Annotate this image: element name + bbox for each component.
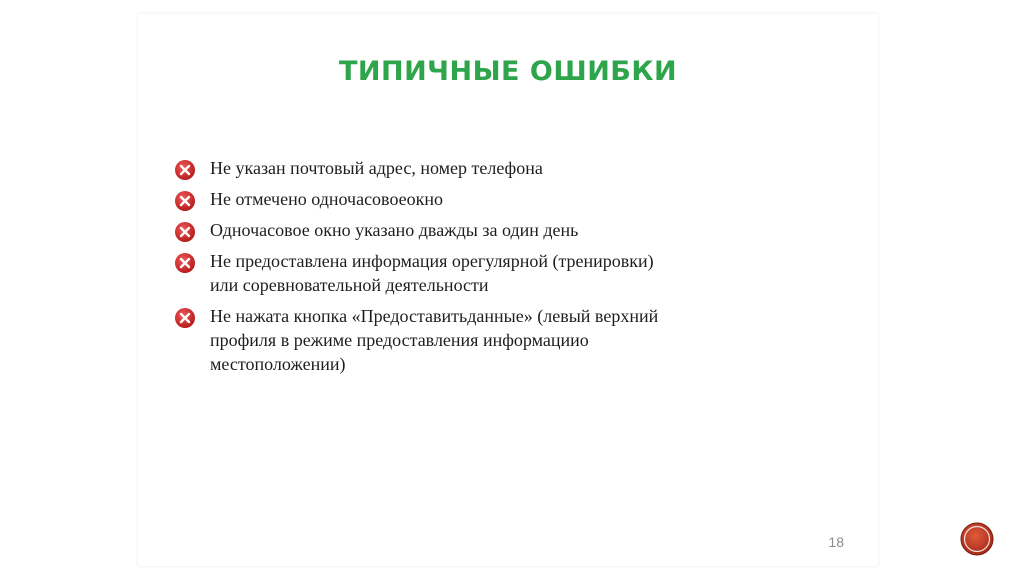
error-x-icon [174,307,196,329]
list-item [174,156,664,180]
list-item-text: Не нажата кнопка «Предоставитьданные» (левый верхний профиля в режиме предоставления информациио местоположении) [210,306,659,374]
error-list [174,156,664,383]
list-item [174,304,664,376]
list-item [174,249,664,297]
error-x-icon [174,221,196,243]
error-x-icon [174,252,196,274]
error-x-icon [174,159,196,181]
error-x-icon [174,190,196,212]
page-number: 18 [828,534,844,550]
list-item [174,218,664,242]
slide-title: ТИПИЧНЫЕ ОШИБКИ [338,56,678,87]
list-item [174,187,664,211]
slide [138,14,878,566]
list-item-text: Не отмечено одночасовоеокно [210,189,444,209]
list-item-text: Одночасовое окно указано дважды за один день [210,220,579,240]
list-item-text: Не указан почтовый адрес, номер телефона [210,158,543,178]
list-item-text: Не предоставлена информация орегулярной (тренировки) или соревновательной деятельности [210,251,654,295]
decorative-circle-icon [960,522,994,556]
